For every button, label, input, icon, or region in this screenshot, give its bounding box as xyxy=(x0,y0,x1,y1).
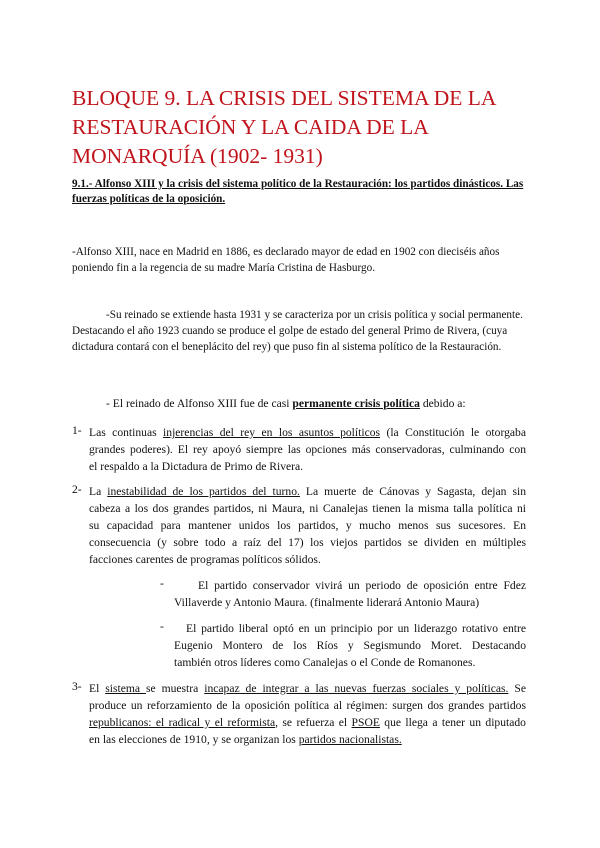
title-line: BLOQUE 9. LA CRISIS DEL SISTEMA DE LA xyxy=(72,86,497,110)
list-item-line: el respaldo a la Dictadura de Primo de Rivera. xyxy=(89,460,304,473)
text-run: debido a: xyxy=(419,397,466,410)
list-number: 3- xyxy=(72,680,82,693)
paragraph-reign xyxy=(72,308,523,355)
paragraph-line: poniendo fin a la regencia de su madre María Cristina de Hasburgo. xyxy=(72,261,376,274)
sub-list-dash: - xyxy=(160,620,164,633)
title-line: MONARQUÍA (1902- 1931) xyxy=(72,144,323,168)
sub-item-line: El partido liberal optó en un principio por un liderazgo rotativo entre xyxy=(186,622,526,635)
emphasis-text: permanente crisis política xyxy=(292,397,420,410)
list-item-line: facciones carentes de programas políticos sólidos. xyxy=(89,553,321,566)
section-heading-line: fuerzas políticas de la oposición. xyxy=(72,193,226,205)
list-item-3 xyxy=(89,680,526,748)
list-item-line: El sistema se muestra incapaz de integrar a las nuevas fuerzas sociales y políticas. Se xyxy=(89,682,526,695)
list-item-line: La inestabilidad de los partidos del turno. La muerte de Cánovas y Sagasta, dejan sin xyxy=(89,485,526,498)
sub-item-line: Eugenio Montero de los Ríos y Segismundo Moret. Destacando xyxy=(174,639,526,652)
sub-item-line: Villaverde y Antonio Maura. (finalmente liderará Antonio Maura) xyxy=(174,596,480,609)
list-item-line: Las continuas injerencias del rey en los asuntos políticos (la Constitución le otorgaba xyxy=(89,426,526,439)
paragraph-line: -Alfonso XIII, nace en Madrid en 1886, es declarado mayor de edad en 1902 con dieciséis años xyxy=(72,246,500,258)
list-item-line: consecuencia (y sobre todo a raíz del 17) los viejos partidos se dividen en múltiples xyxy=(89,536,526,549)
paragraph-birth xyxy=(72,245,499,277)
list-number: 2- xyxy=(72,483,82,496)
list-item-line: su capacidad para mantener unidos los partidos, y mucho menos sus sucesores. En xyxy=(89,519,526,532)
paragraph-line: dictadura contará con el beneplácito del rey) que puso fin al sistema político de la Restauración. xyxy=(72,340,502,353)
text-run: - El reinado de Alfonso XIII fue de casi xyxy=(106,397,293,410)
sub-item-line: El partido conservador vivirá un periodo de oposición entre Fdez xyxy=(198,579,526,592)
paragraph-line: Destacando el año 1923 cuando se produce el golpe de estado del general Primo de Rivera, (cuya xyxy=(72,324,508,337)
list-item-line: produce un reforzamiento de la oposición política al régimen: surgen dos grandes partidos xyxy=(89,699,526,712)
title-line: RESTAURACIÓN Y LA CAIDA DE LA xyxy=(72,115,429,139)
list-number: 1- xyxy=(72,424,82,437)
list-item-line: grandes poderes). El rey apoyó siempre las opciones más conservadoras, culminando con xyxy=(89,443,526,456)
paragraph-crisis-intro xyxy=(106,396,466,412)
section-heading-line: 9.1.- Alfonso XIII y la crisis del sistema político de la Restauración: los partidos dinásticos. Las xyxy=(72,178,524,190)
list-item-line: en las elecciones de 1910, y se organizan los partidos nacionalistas. xyxy=(89,733,402,746)
document-title xyxy=(72,84,512,171)
paragraph-line: -Su reinado se extiende hasta 1931 y se caracteriza por un crisis política y social permanente. xyxy=(106,309,523,321)
sub-list-item-liberal xyxy=(174,620,526,671)
list-item-1 xyxy=(89,424,526,475)
sub-list-dash: - xyxy=(160,577,164,590)
sub-list-item-conservative xyxy=(174,577,526,611)
section-heading xyxy=(72,177,532,207)
list-item-line: republicanos: el radical y el reformista, se refuerza el PSOE que llega a tener un diputado xyxy=(89,716,526,729)
list-item-2 xyxy=(89,483,526,568)
sub-item-line: también otros líderes como Canalejas o el Conde de Romanones. xyxy=(174,656,476,669)
list-item-line: cabeza a los dos grandes partidos, ni Maura, ni Canalejas tienen la misma talla política ni xyxy=(89,502,526,515)
